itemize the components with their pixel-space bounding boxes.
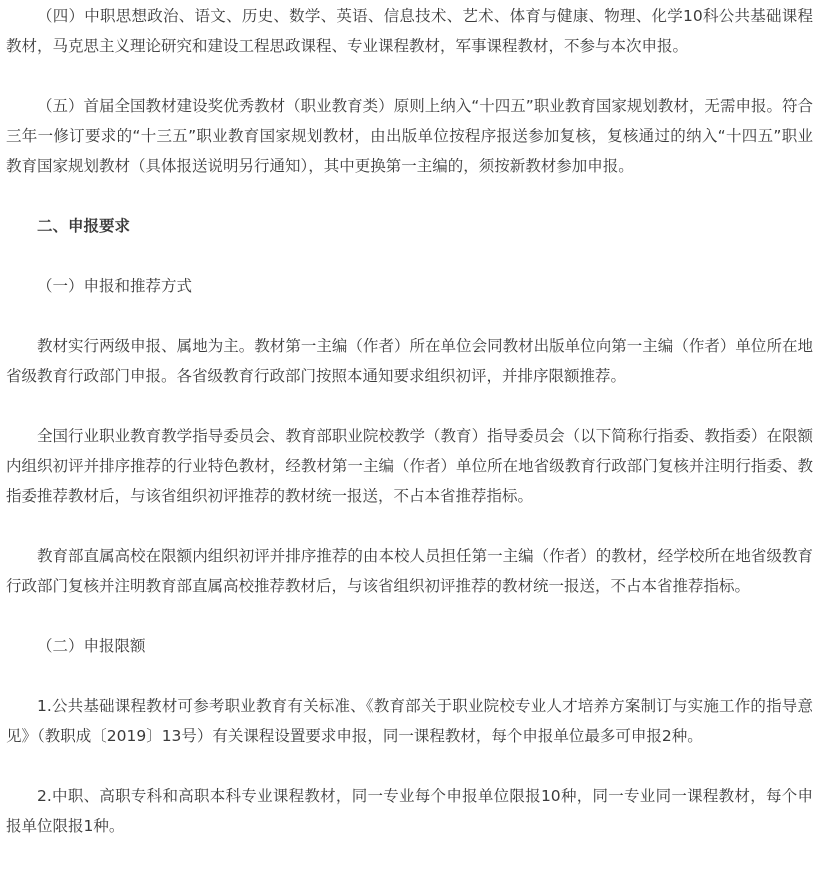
- paragraph-ministry-universities: 教育部直属高校在限额内组织初评并排序推荐的由本校人员担任第一主编（作者）的教材，经学校所在地省级教育行政部门复核并注明教育部直属高校推荐教材后，与该省组织初评推荐的教材统一报送，不占本省推荐指标。: [6, 547, 813, 595]
- subheading-application-quota: （二）申报限额: [37, 637, 146, 655]
- paragraph-two-level-application: 教材实行两级申报、属地为主。教材第一主编（作者）所在单位会同教材出版单位向第一主编（作者）单位所在地省级教育行政部门申报。各省级教育行政部门按照本通知要求组织初评，并排序限额推荐。: [6, 337, 813, 385]
- paragraph-industry-committees: 全国行业职业教育教学指导委员会、教育部职业院校教学（教育）指导委员会（以下简称行指委、教指委）在限额内组织初评并排序推荐的行业特色教材，经教材第一主编（作者）单位所在地省级教育行政部门复核并注明行指委、教指委推荐教材后，与该省组织初评推荐的教材统一报送，不占本省推荐指标。: [6, 427, 813, 505]
- paragraph-textbook-exclusion: （四）中职思想政治、语文、历史、数学、英语、信息技术、艺术、体育与健康、物理、化学10科公共基础课程教材，马克思主义理论研究和建设工程思政课程、专业课程教材，军事课程教材，不参与本次申报。: [6, 7, 813, 55]
- paragraph-quota-public-courses: 1.公共基础课程教材可参考职业教育有关标准、《教育部关于职业院校专业人才培养方案制订与实施工作的指导意见》（教职成〔2019〕13号）有关课程设置要求申报，同一课程教材，每个申报单位最多可申报2种。: [6, 697, 813, 745]
- article-body: [0, 1, 821, 841]
- paragraph-quota-specialty-courses: 2.中职、高职专科和高职本科专业课程教材，同一专业每个申报单位限报10种，同一专业同一课程教材，每个申报单位限报1种。: [6, 787, 813, 835]
- paragraph-award-textbooks: （五）首届全国教材建设奖优秀教材（职业教育类）原则上纳入“十四五”职业教育国家规划教材，无需申报。符合三年一修订要求的“十三五”职业教育国家规划教材，由出版单位按程序报送参加复核，复核通过的纳入“十四五”职业教育国家规划教材（具体报送说明另行通知），其中更换第一主编的，须按新教材参加申报。: [6, 97, 813, 175]
- section-heading-requirements: 二、申报要求: [37, 217, 131, 235]
- subheading-application-method: （一）申报和推荐方式: [37, 277, 193, 295]
